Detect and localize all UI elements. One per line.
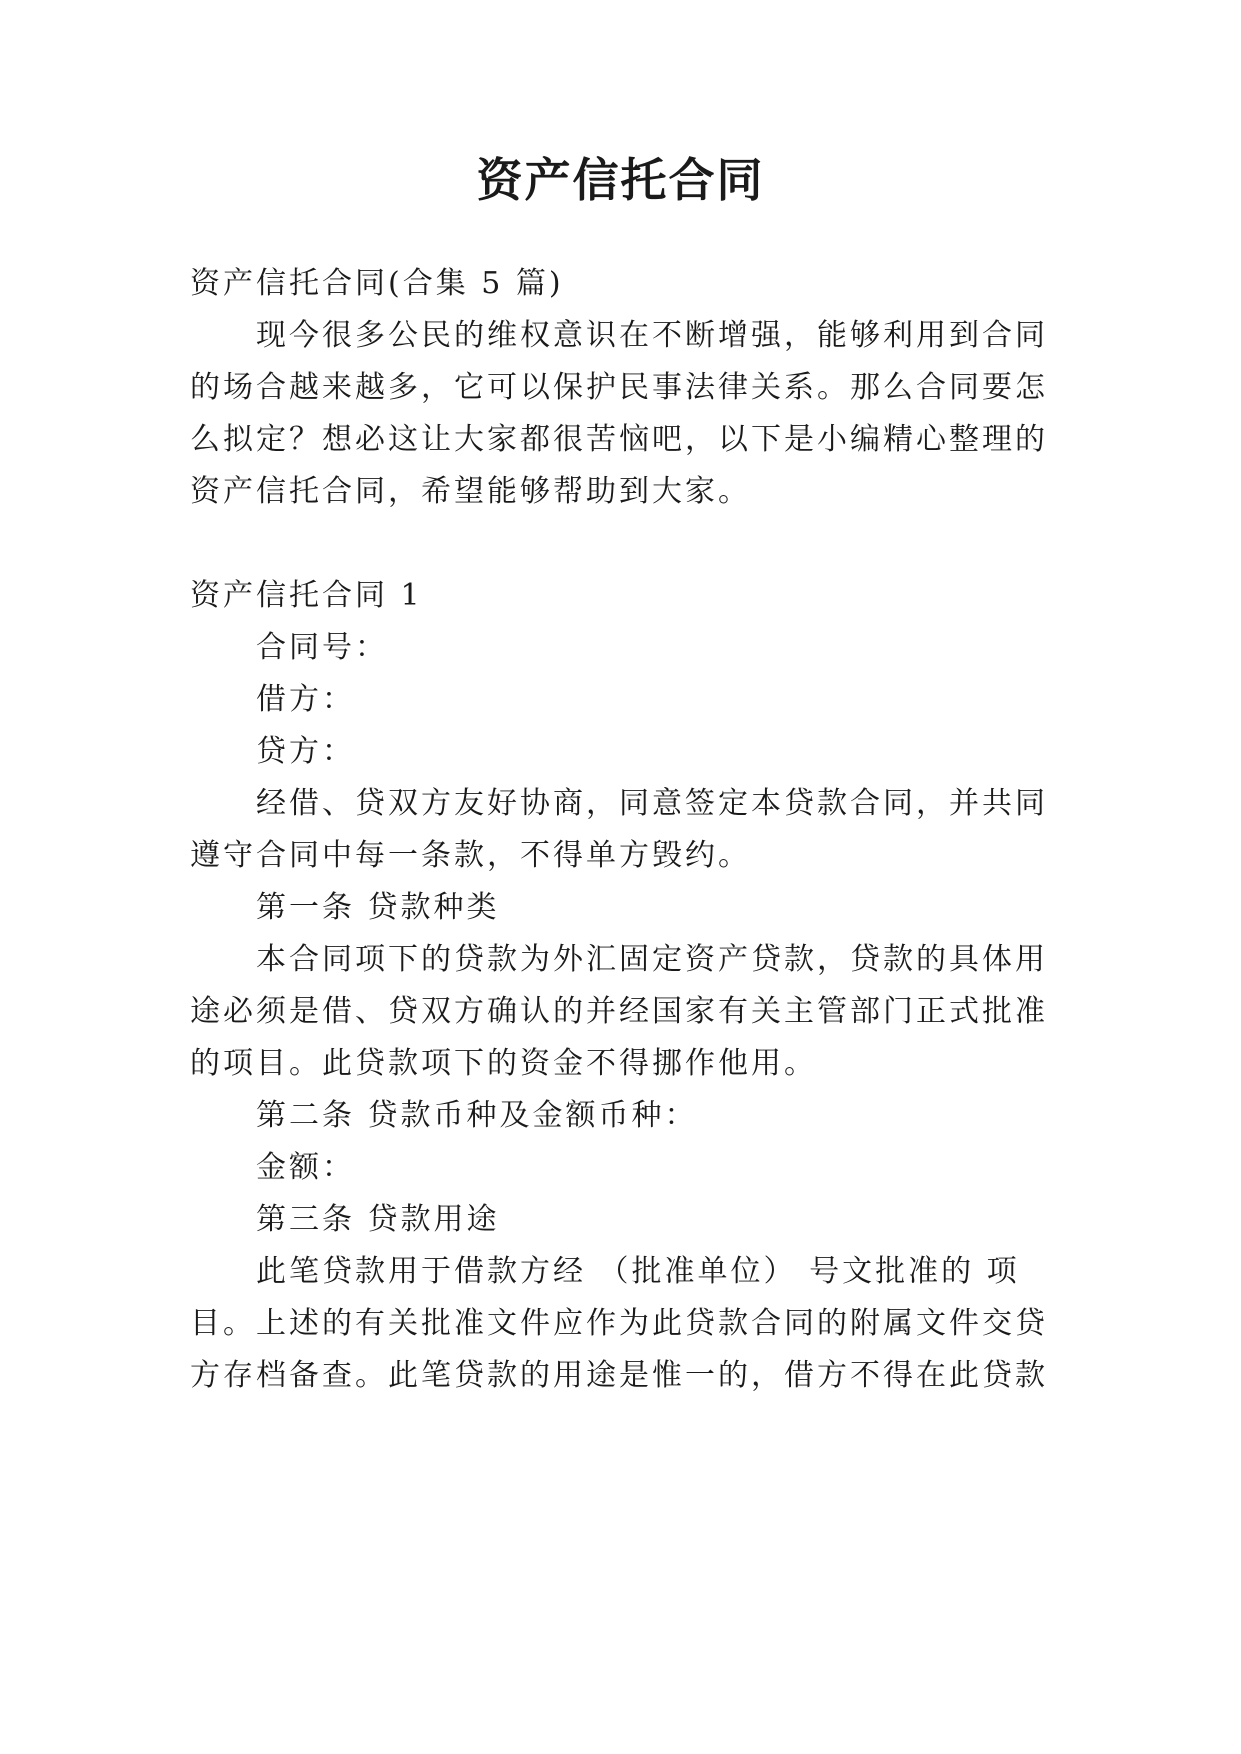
amount-label: 金额：	[256, 1150, 355, 1185]
article-1-title: 第一条 贷款种类	[256, 890, 500, 925]
intro-line-4: 资产信托合同，希望能够帮助到大家。	[190, 474, 751, 509]
intro-line-1: 现今很多公民的维权意识在不断增强，能够利用到合同	[256, 318, 1048, 353]
article-3-line-1: 此笔贷款用于借款方经 （批准单位） 号文批准的 项	[256, 1254, 1020, 1289]
intro-line-3: 么拟定？想必这让大家都很苦恼吧，以下是小编精心整理的	[190, 422, 1048, 457]
document-subtitle: 资产信托合同(合集 5 篇)	[190, 266, 564, 301]
section-title: 资产信托合同 1	[190, 578, 423, 613]
lender-label: 贷方：	[256, 734, 355, 769]
preamble-line-1: 经借、贷双方友好协商，同意签定本贷款合同，并共同	[256, 786, 1048, 821]
document-title: 资产信托合同	[476, 153, 765, 207]
article-3-title: 第三条 贷款用途	[256, 1202, 500, 1237]
contract-number-label: 合同号：	[256, 630, 388, 665]
preamble-line-2: 遵守合同中每一条款，不得单方毁约。	[190, 838, 751, 873]
article-3-line-2: 目。上述的有关批准文件应作为此贷款合同的附属文件交贷	[190, 1306, 1048, 1341]
article-1-line-3: 的项目。此贷款项下的资金不得挪作他用。	[190, 1046, 817, 1081]
article-3-line-3: 方存档备查。此笔贷款的用途是惟一的，借方不得在此贷款	[190, 1358, 1048, 1393]
article-1-line-2: 途必须是借、贷双方确认的并经国家有关主管部门正式批准	[190, 994, 1048, 1029]
article-1-line-1: 本合同项下的贷款为外汇固定资产贷款，贷款的具体用	[256, 942, 1048, 977]
borrower-label: 借方：	[256, 682, 355, 717]
article-2-title: 第二条 贷款币种及金额币种：	[256, 1098, 698, 1133]
intro-line-2: 的场合越来越多，它可以保护民事法律关系。那么合同要怎	[190, 370, 1048, 405]
